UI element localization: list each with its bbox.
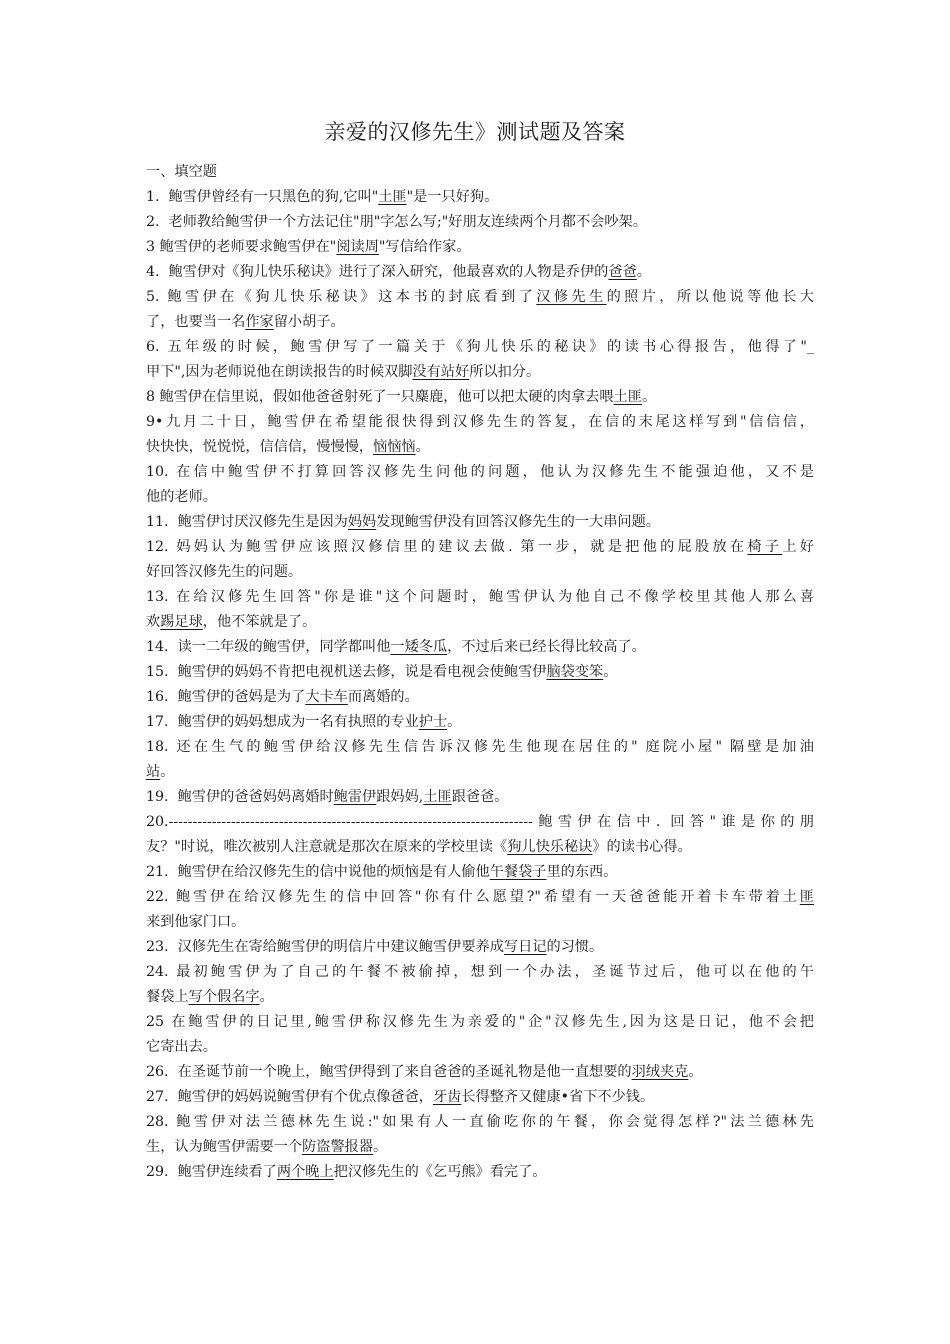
question-text: 18. 还在生气的鲍雪伊给汉修先生信告诉汉修先生他现在居住的" 庭院小屋" 隔壁是加油 (146, 739, 814, 755)
answer-underlined: 爸爸 (608, 264, 637, 280)
question-line (146, 760, 814, 785)
question-text: 28. 鲍雪伊对法兰德林先生说:"如果有人一直偷吃你的午餐，你会觉得怎样?"法兰德林先 (146, 1114, 814, 1130)
question-text: 6. 五年级的时候，鲍雪伊写了一篇关于《狗儿快乐的秘诀》的读书心得报告，他得了"_ (146, 339, 814, 355)
question-text: 9•九月二十日，鲍雪伊在希望能很快得到汉修先生的答复，在信的末尾这样写到"信信信， (146, 414, 814, 430)
question-text: 跟爸爸。 (451, 789, 509, 805)
answer-underlined: 土匪 (378, 189, 407, 205)
question-line (146, 885, 814, 910)
question-line (146, 835, 814, 860)
question-text: 它寄出去。 (146, 1039, 217, 1055)
question-line (146, 985, 814, 1010)
question-text: 生，认为鲍雪伊需要一个 (146, 1139, 303, 1155)
answer-underlined: 一矮冬瓜 (390, 639, 448, 655)
answer-underlined: 写个假名字 (188, 989, 260, 1005)
question-text: 5. 鲍雪伊在《狗儿快乐秘诀》这本书的封底看到了 (146, 289, 537, 305)
question-text: 。 (688, 1064, 703, 1080)
question-text: 的习惯。 (546, 939, 604, 955)
question-text: 长得整齐又健康•省下不少钱。 (461, 1089, 655, 1105)
question-text: 把汉修先生的《乞丐熊》看完了。 (333, 1164, 547, 1180)
question-line (146, 860, 814, 885)
question-line (146, 360, 814, 385)
answer-underlined: 土匪 (613, 389, 642, 405)
question-line (146, 1035, 814, 1060)
question-text: 1. 鲍雪伊曾经有一只黑色的狗,它叫" (146, 189, 379, 205)
question-text: 11. 鲍雪伊讨厌汉修先生是因为 (146, 514, 348, 530)
question-text: 21. 鲍雪伊在给汉修先生的信中说他的烦恼是有人偷他 (146, 864, 490, 880)
answer-underlined: 匪 (799, 889, 814, 905)
question-text: 20.----------------------------------------------------------------------------鲍雪伊在信中. 回答"谁是你的朋 (146, 814, 814, 830)
answer-underlined: 写日记 (503, 939, 547, 955)
question-line (146, 1110, 814, 1135)
answer-underlined: 汉修先生 (536, 289, 607, 305)
answer-underlined: 作家 (245, 314, 274, 330)
question-text: ，他不笨就是了。 (202, 614, 317, 630)
question-text: 所以扣分。 (469, 364, 541, 380)
question-text: 2. 老师教给鲍雪伊一个方法记住"朋"字怎么写;"好朋友连续两个月都不会吵架。 (146, 214, 647, 230)
question-text: 。 (636, 264, 651, 280)
question-line (146, 535, 814, 560)
question-line (146, 935, 814, 960)
answer-underlined: 护士 (418, 714, 448, 730)
question-text: 而离婚的。 (347, 689, 419, 705)
question-line (146, 235, 814, 260)
question-line (146, 660, 814, 685)
question-line (146, 460, 814, 485)
answer-underlined: 没有站好 (412, 364, 470, 380)
document-title: 亲爱的汉修先生》测试题及答案 (324, 120, 626, 144)
question-line (146, 610, 814, 635)
question-text: 14. 读一二年级的鲍雪伊，同学都叫他 (146, 639, 391, 655)
question-text: 。 (415, 439, 430, 455)
question-text: 餐袋上 (146, 989, 189, 1005)
question-line (146, 785, 814, 810)
question-text: 27. 鲍雪伊的妈妈说鲍雪伊有个优点像爸爸， (146, 1089, 433, 1105)
question-text: 15. 鲍雪伊的妈妈不肯把电视机送去修，说是看电视会使鲍雪伊 (146, 664, 547, 680)
answer-underlined: 羽绒夹克 (631, 1064, 689, 1080)
answer-underlined: 防盗警报器 (302, 1139, 374, 1155)
question-text: 19. 鲍雪伊的爸爸妈妈离婚时 (146, 789, 334, 805)
question-text: 17. 鲍雪伊的妈妈想成为一名有执照的专业 (146, 714, 419, 730)
question-line (146, 335, 814, 360)
question-text: 26. 在圣诞节前一个晚上，鲍雪伊得到了来自爸爸的圣诞礼物是他一直想要的 (146, 1064, 632, 1080)
question-text: 13. 在给汉修先生回答"你是谁"这个问题时，鲍雪伊认为他自己不像学校里其他人那么喜 (146, 589, 814, 605)
question-line (146, 710, 814, 735)
question-text: "写信给作家。 (378, 239, 471, 255)
question-line (146, 685, 814, 710)
answer-underlined: 脑袋变笨 (546, 664, 604, 680)
question-text: 16. 鲍雪伊的爸妈是为了 (146, 689, 306, 705)
question-line (146, 735, 814, 760)
answer-underlined: 恼恼恼 (373, 439, 416, 455)
question-line (146, 385, 814, 410)
question-line (146, 185, 814, 210)
question-text: 22. 鲍雪伊在给汉修先生的信中回答"你有什么愿望?"希望有一天爸爸能开着卡车带着土 (146, 889, 800, 905)
answer-underlined: 站 (146, 764, 161, 780)
question-text: 了，也要当一名 (146, 314, 246, 330)
answer-underlined: 狗儿快乐秘诀 (507, 839, 593, 855)
question-text: 。 (447, 714, 462, 730)
question-text: 甲下",因为老师说他在朗读报告的时候双脚 (146, 364, 413, 380)
answer-underlined: 阅读周 (336, 239, 379, 255)
question-line (146, 485, 814, 510)
answer-underlined: 鲍雷伊 (333, 789, 377, 805)
question-line (146, 910, 814, 935)
answer-underlined: 午餐袋子 (489, 864, 547, 880)
question-text: 的照片，所以他说等他长大 (606, 289, 814, 305)
answer-underlined: 两个晚上 (276, 1164, 334, 1180)
question-line (146, 260, 814, 285)
question-text: 8 鲍雪伊在信里说，假如他爸爸射死了一只麋鹿，他可以把太硬的肉拿去喂 (146, 389, 614, 405)
question-text: 留小胡子。 (273, 314, 345, 330)
question-text: 29. 鲍雪伊连续看了 (146, 1164, 277, 1180)
question-text: 来到他家门口。 (146, 914, 246, 930)
question-line (146, 310, 814, 335)
question-line (146, 285, 814, 310)
answer-underlined: 大卡车 (305, 689, 348, 705)
answer-underlined: 踢足球 (160, 614, 203, 630)
question-text: 10. 在信中鲍雪伊不打算回答汉修先生问他的问题，他认为汉修先生不能强迫他，又不是 (146, 464, 814, 480)
question-text: 。 (641, 389, 657, 405)
question-text: 。 (160, 764, 175, 780)
question-text: 发现鲍雪伊没有回答汉修先生的一大串问题。 (376, 514, 660, 530)
question-list (146, 185, 814, 1185)
question-text: ，不过后来已经长得比较高了。 (447, 639, 646, 655)
question-line (146, 1135, 814, 1160)
question-text: "是一只好狗。 (406, 189, 499, 205)
question-line (146, 960, 814, 985)
question-line (146, 635, 814, 660)
question-line (146, 410, 814, 435)
question-text: 他的老师。 (146, 489, 217, 505)
question-line (146, 1160, 814, 1185)
question-text: 24. 最初鲍雪伊为了自己的午餐不被偷掉，想到一个办法，圣诞节过后，他可以在他的午 (146, 964, 814, 980)
question-text: 25 在鲍雪伊的日记里,鲍雪伊称汉修先生为亲爱的"企"汉修先生,因为这是日记，他不会把 (146, 1014, 814, 1030)
question-text: 。 (603, 664, 618, 680)
question-text: 跟妈妈, (376, 789, 424, 805)
question-line (146, 210, 814, 235)
question-line (146, 1085, 814, 1110)
answer-underlined: 土匪 (423, 789, 452, 805)
section-heading: 一、填空题 (146, 164, 217, 180)
question-text: 里的东西。 (546, 864, 618, 880)
answer-underlined: 椅子 (747, 539, 783, 555)
answer-underlined: 妈妈 (347, 514, 377, 530)
question-text: 》的读书心得。 (592, 839, 692, 855)
question-text: 4. 鲍雪伊对《狗儿快乐秘诀》进行了深入研究，他最喜欢的人物是乔伊的 (146, 264, 609, 280)
question-line (146, 810, 814, 835)
question-line (146, 560, 814, 585)
question-text: 快快快，悦悦悦，信信信，慢慢慢， (146, 439, 374, 455)
document-body (146, 160, 814, 1185)
question-text: 友？"时说，唯次被别人注意就是那次在原来的学校里读《 (146, 839, 508, 855)
question-line (146, 435, 814, 460)
answer-underlined: 牙齿 (432, 1089, 462, 1105)
question-line (146, 510, 814, 535)
question-text: 。 (373, 1139, 388, 1155)
question-text: 上好 (782, 539, 814, 555)
question-text: 23. 汉修先生在寄给鲍雪伊的明信片中建议鲍雪伊要养成 (146, 939, 504, 955)
question-line (146, 1010, 814, 1035)
question-text: 好回答汉修先生的问题。 (146, 564, 303, 580)
question-text: 12. 妈妈认为鲍雪伊应该照汉修信里的建议去做. 第一步，就是把他的屁股放在 (146, 539, 748, 555)
question-line (146, 1060, 814, 1085)
question-text: 欢 (146, 614, 161, 630)
question-line (146, 585, 814, 610)
question-text: 3 鲍雪伊的老师要求鲍雪伊在" (146, 239, 337, 255)
question-text: 。 (259, 989, 274, 1005)
